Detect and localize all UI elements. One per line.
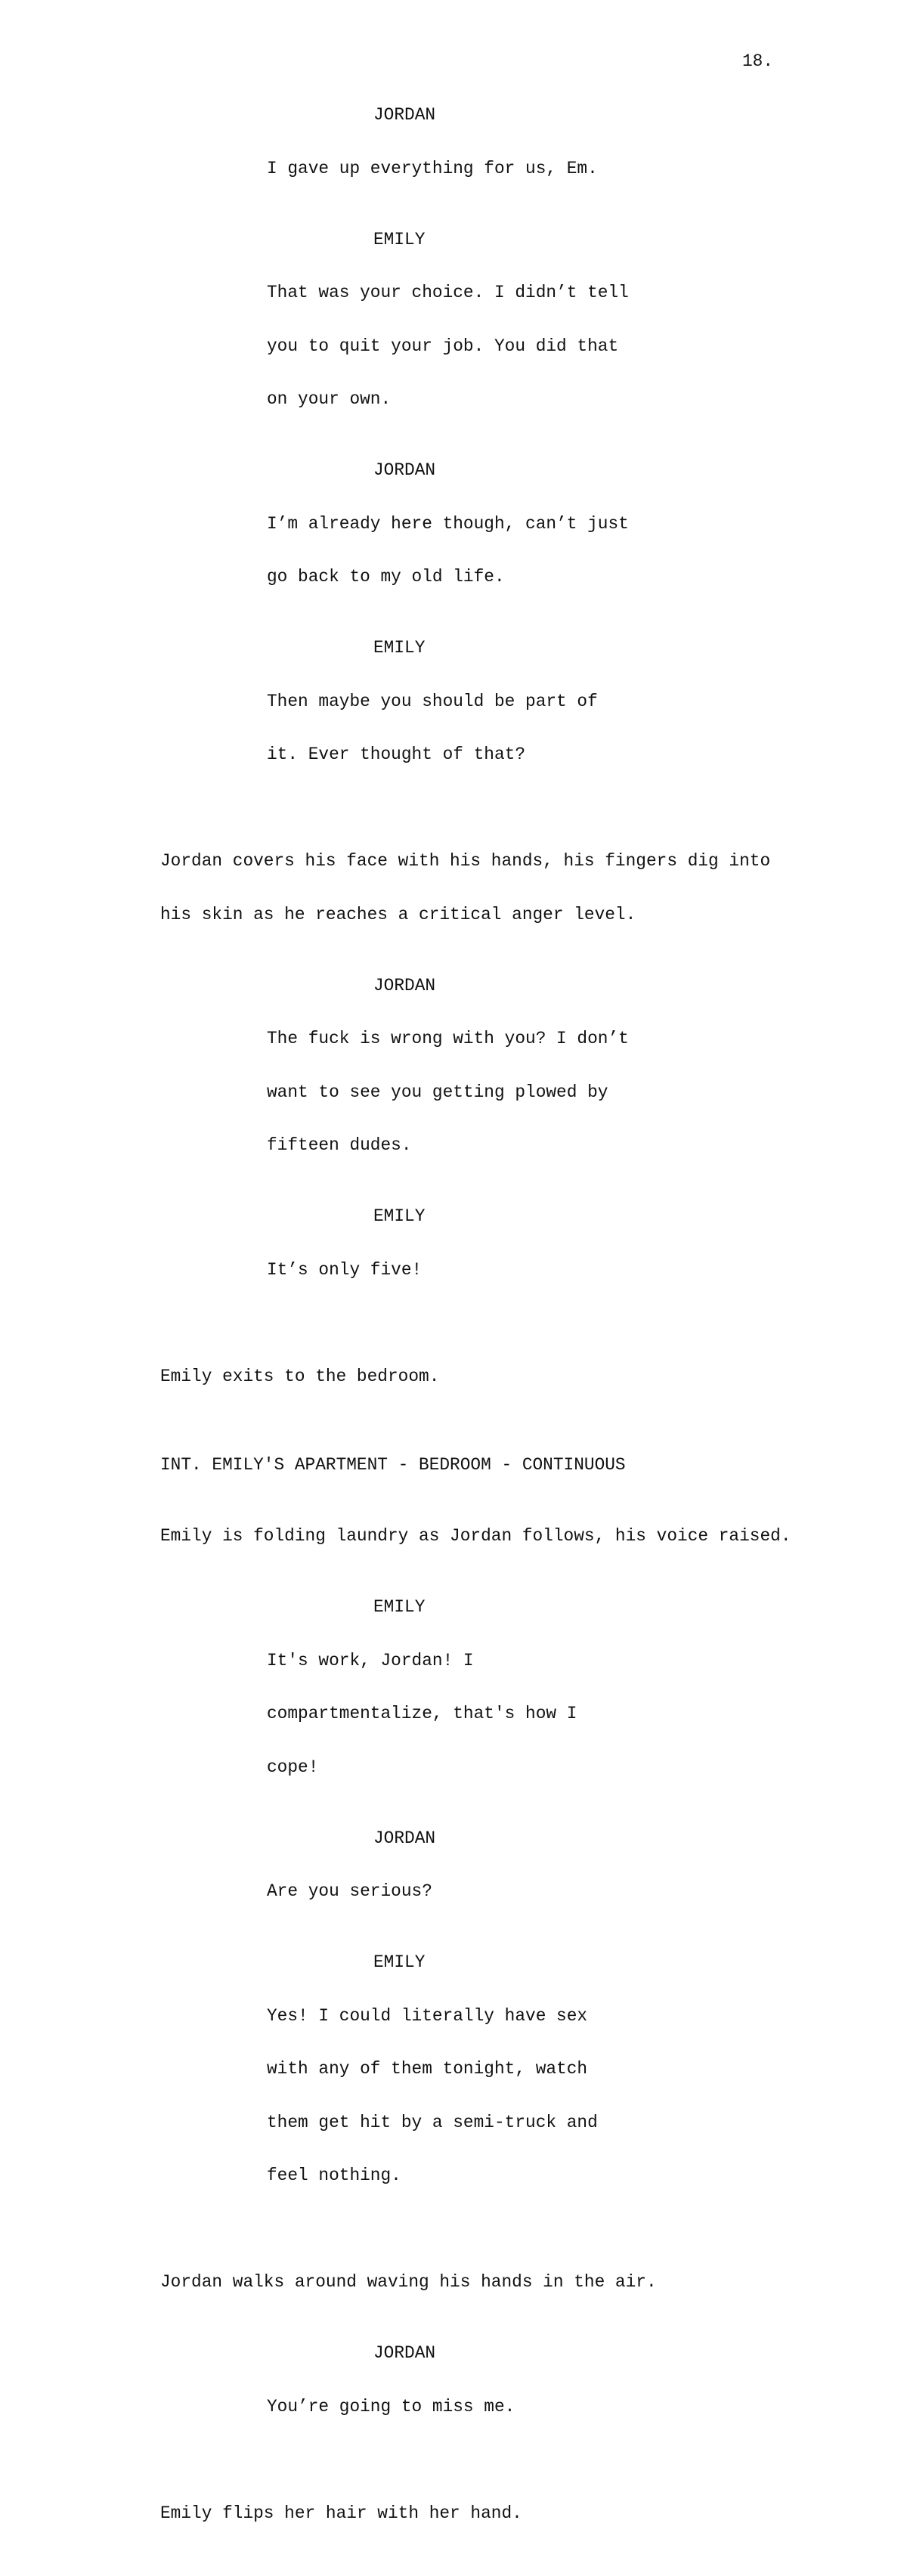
dialogue-line: compartmentalize, that's how I bbox=[267, 1704, 577, 1723]
dialogue-text bbox=[267, 480, 660, 622]
scene-heading: INT. EMILY'S APARTMENT - BEDROOM - CONTINUOUS bbox=[160, 1455, 626, 1475]
character-name: JORDAN bbox=[373, 105, 436, 125]
dialogue-line: want to see you getting plowed by bbox=[267, 1082, 608, 1102]
dialogue-line: You’re going to miss me. bbox=[267, 2396, 515, 2417]
dialogue-line: The fuck is wrong with you? I don’t bbox=[267, 1029, 629, 1048]
dialogue-line: cope! bbox=[267, 1757, 319, 1777]
dialogue-block bbox=[160, 1830, 840, 1937]
dialogue-block bbox=[160, 462, 840, 622]
dialogue-line: them get hit by a semi-truck and bbox=[267, 2112, 598, 2132]
character-name: JORDAN bbox=[373, 1828, 436, 1848]
dialogue-text bbox=[267, 1972, 660, 2221]
dialogue-text bbox=[267, 658, 660, 800]
dialogue-text bbox=[267, 125, 660, 214]
character-name: JORDAN bbox=[373, 460, 436, 480]
dialogue-text bbox=[267, 1226, 660, 1315]
action-block bbox=[160, 2469, 825, 2559]
dialogue-line: with any of them tonight, watch bbox=[267, 2059, 588, 2079]
dialogue-line: I’m already here though, can’t just bbox=[267, 513, 629, 534]
dialogue-text bbox=[267, 995, 660, 1190]
dialogue-block bbox=[160, 977, 840, 1190]
action-line: his skin as he reaches a critical anger level. bbox=[160, 904, 636, 924]
dialogue-line: That was your choice. I didn’t tell bbox=[267, 283, 629, 302]
dialogue-line: It’s only five! bbox=[267, 1259, 423, 1280]
action-line: Emily is folding laundry as Jordan follows, his voice raised. bbox=[160, 1526, 791, 1546]
dialogue-line: go back to my old life. bbox=[267, 567, 505, 587]
action-block bbox=[160, 1492, 825, 1581]
dialogue-line: I gave up everything for us, Em. bbox=[267, 158, 598, 178]
character-name: EMILY bbox=[373, 1952, 426, 1972]
dialogue-line: you to quit your job. You did that bbox=[267, 336, 619, 356]
action-line: Emily exits to the bedroom. bbox=[160, 1366, 440, 1386]
dialogue-line: Are you serious? bbox=[267, 1881, 432, 1901]
dialogue-text bbox=[267, 1617, 660, 1813]
action-line: Emily flips her hair with her hand. bbox=[160, 2503, 522, 2523]
character-name: JORDAN bbox=[373, 2343, 436, 2363]
dialogue-line: Then maybe you should be part of bbox=[267, 691, 598, 711]
dialogue-line: it. Ever thought of that? bbox=[267, 745, 526, 764]
dialogue-line: fifteen dudes. bbox=[267, 1135, 412, 1155]
dialogue-text bbox=[267, 1847, 660, 1937]
character-name: EMILY bbox=[373, 1597, 426, 1617]
dialogue-text bbox=[267, 2363, 660, 2452]
dialogue-line: It's work, Jordan! I bbox=[267, 1650, 474, 1670]
action-block bbox=[160, 817, 825, 959]
action-line: Jordan walks around waving his hands in the air. bbox=[160, 2272, 657, 2292]
character-name: JORDAN bbox=[373, 975, 436, 995]
dialogue-block bbox=[160, 231, 840, 444]
action-block bbox=[160, 1333, 825, 1422]
dialogue-block bbox=[160, 639, 840, 800]
character-name: EMILY bbox=[373, 229, 426, 249]
dialogue-text bbox=[267, 249, 660, 444]
dialogue-block bbox=[160, 107, 840, 213]
dialogue-block bbox=[160, 1599, 840, 1812]
dialogue-line: feel nothing. bbox=[267, 2166, 401, 2185]
dialogue-block bbox=[160, 1954, 840, 2221]
character-name: EMILY bbox=[373, 1206, 426, 1226]
action-block bbox=[160, 2238, 825, 2327]
dialogue-block bbox=[160, 1208, 840, 1314]
dialogue-line: Yes! I could literally have sex bbox=[267, 2005, 588, 2026]
script-body bbox=[160, 107, 840, 2576]
dialogue-line: on your own. bbox=[267, 389, 392, 409]
character-name: EMILY bbox=[373, 638, 426, 658]
dialogue-block bbox=[160, 2345, 840, 2451]
page-number: 18. bbox=[742, 51, 774, 71]
action-line: Jordan covers his face with his hands, his fingers dig into bbox=[160, 851, 771, 871]
